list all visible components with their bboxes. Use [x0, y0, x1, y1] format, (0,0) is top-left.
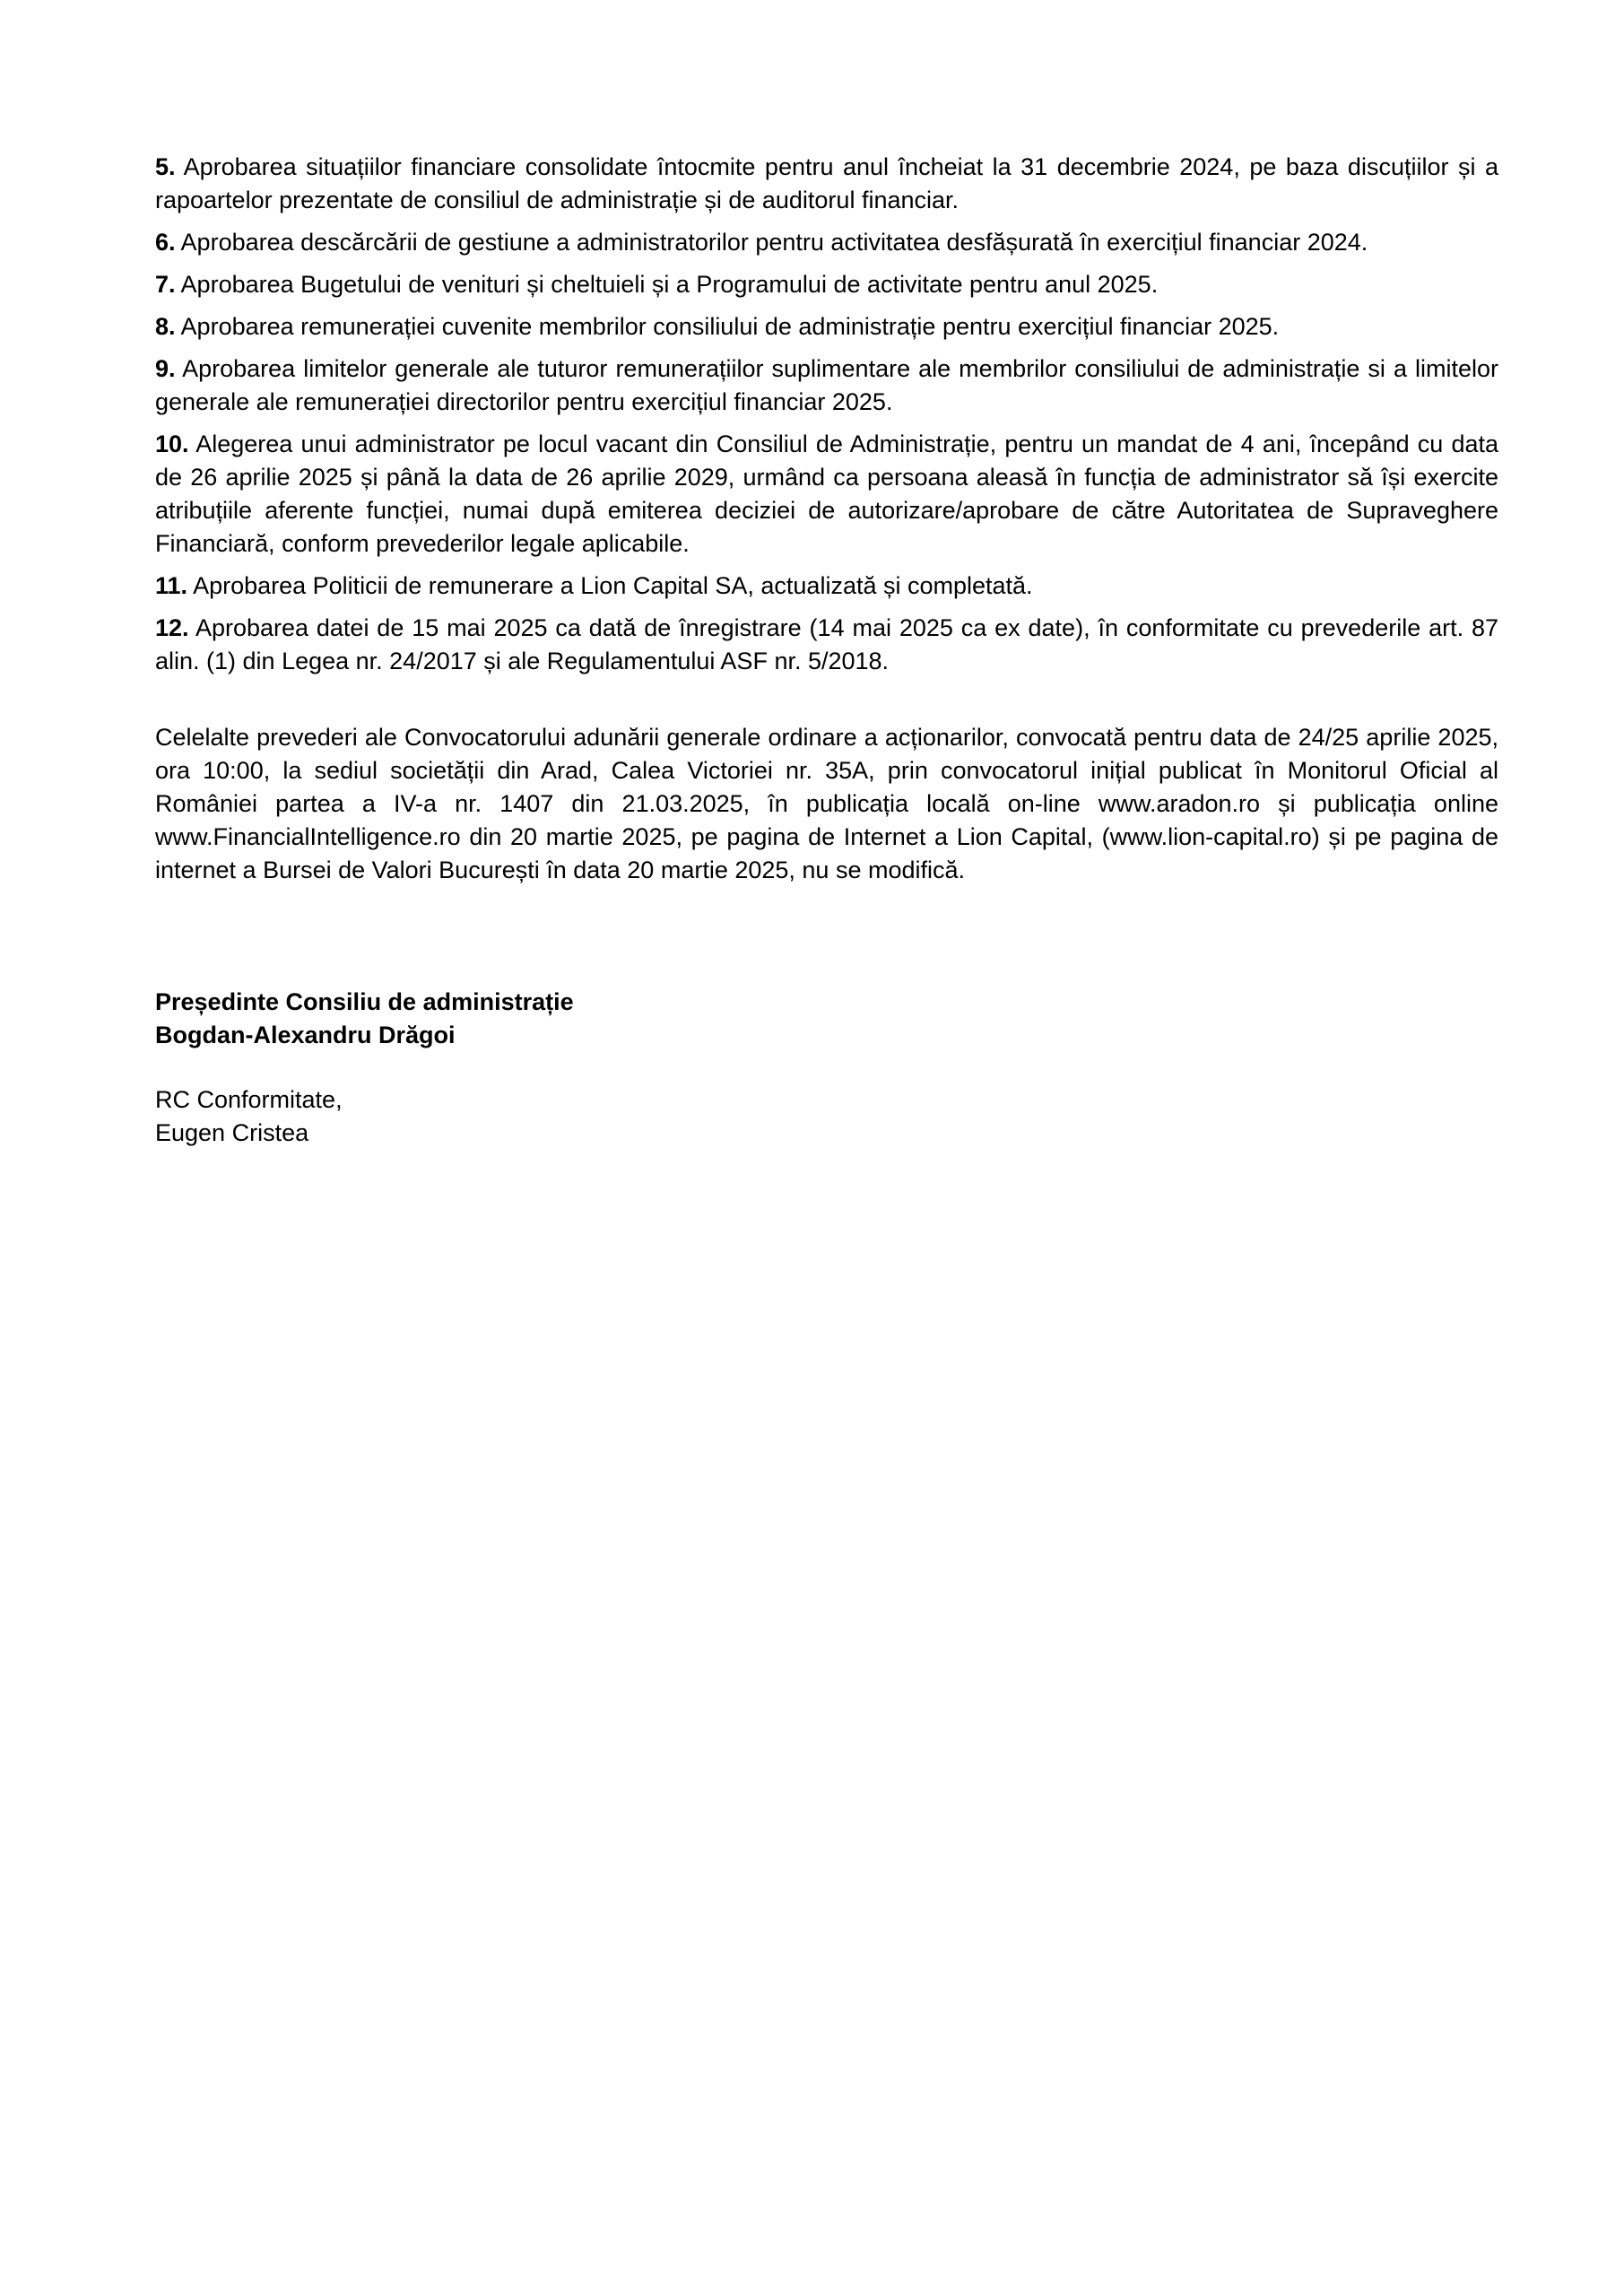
agenda-item-12	[155, 612, 1498, 678]
agenda-item-text: Aprobarea remunerației cuvenite membrilor consiliului de administrație pentru exercițiul financiar 2025.	[180, 313, 1280, 340]
signature-name: Bogdan-Alexandru Drăgoi	[155, 1022, 456, 1048]
agenda-item-number: 10.	[155, 430, 189, 457]
agenda-item-11	[155, 570, 1498, 603]
agenda-item-5	[155, 151, 1498, 217]
signature-title: Președinte Consiliu de administrație	[155, 988, 574, 1015]
signature-block	[155, 986, 1498, 1052]
agenda-item-text: Aprobarea limitelor generale ale tuturor remunerațiilor suplimentare ale membrilor consiliului de administrație si a limitelor generale ale remunerației directorilor pentru exercițiul financiar 2025.	[155, 355, 1499, 415]
agenda-item-text: Aprobarea Bugetului de venituri și cheltuieli și a Programului de activitate pentru anul 2025.	[180, 271, 1159, 298]
agenda-item-number: 8.	[155, 313, 176, 340]
agenda-item-8	[155, 310, 1498, 344]
agenda-item-text: Alegerea unui administrator pe locul vacant din Consiliul de Administrație, pentru un mandat de 4 ani, începând cu data de 26 aprilie 2025 și până la data de 26 aprilie 2029, urmând ca persoana aleasă în funcția de administrator să își exercite atribuțiile aferente funcției, numai după emiterea deciziei de autorizare/aprobare de către Autoritatea de Supraveghere Financiară, conform prevederilor legale aplicabile.	[155, 430, 1498, 557]
closing-paragraph: Celelalte prevederi ale Convocatorului adunării generale ordinare a acționarilor, convocată pentru data de 24/25 aprilie 2025, ora 10:00, la sediul societății din Arad, Calea Victoriei nr. 35A, prin convocatorul inițial publicat în Monitorul Oficial al României partea a IV-a nr. 1407 din 21.03.2025, în publicația locală on-line www.aradon.ro și publicația online www.FinancialIntelligence.ro din 20 martie 2025, pe pagina de Internet a Lion Capital, (www.lion-capital.ro) și pe pagina de internet a Bursei de Valori București în data 20 martie 2025, nu se modifică.	[155, 724, 1498, 883]
agenda-item-number: 12.	[155, 614, 189, 641]
agenda-item-text: Aprobarea Politicii de remunerare a Lion Capital SA, actualizată și completată.	[193, 572, 1033, 599]
document-page	[155, 151, 1498, 1150]
agenda-item-number: 9.	[155, 355, 176, 382]
agenda-item-6	[155, 226, 1498, 259]
agenda-item-text: Aprobarea descărcării de gestiune a administratorilor pentru activitatea desfășurată în exercițiul financiar 2024.	[180, 229, 1368, 256]
agenda-item-text: Aprobarea situațiilor financiare consolidate întocmite pentru anul încheiat la 31 decembrie 2024, pe baza discuțiilor și a rapoartelor prezentate de consiliul de administrație și de auditorul financiar.	[155, 153, 1498, 213]
compliance-name: Eugen Cristea	[155, 1119, 309, 1146]
agenda-item-9	[155, 352, 1498, 419]
agenda-item-number: 7.	[155, 271, 176, 298]
agenda-item-number: 6.	[155, 229, 176, 256]
agenda-item-number: 5.	[155, 153, 176, 180]
agenda-item-10	[155, 428, 1498, 561]
compliance-block	[155, 1083, 1498, 1150]
agenda-item-text: Aprobarea datei de 15 mai 2025 ca dată de înregistrare (14 mai 2025 ca ex date), în conformitate cu prevederile art. 87 alin. (1) din Legea nr. 24/2017 și ale Regulamentului ASF nr. 5/2018.	[155, 614, 1499, 674]
compliance-title: RC Conformitate,	[155, 1086, 343, 1113]
agenda-item-7	[155, 268, 1498, 301]
agenda-item-number: 11.	[155, 572, 188, 599]
